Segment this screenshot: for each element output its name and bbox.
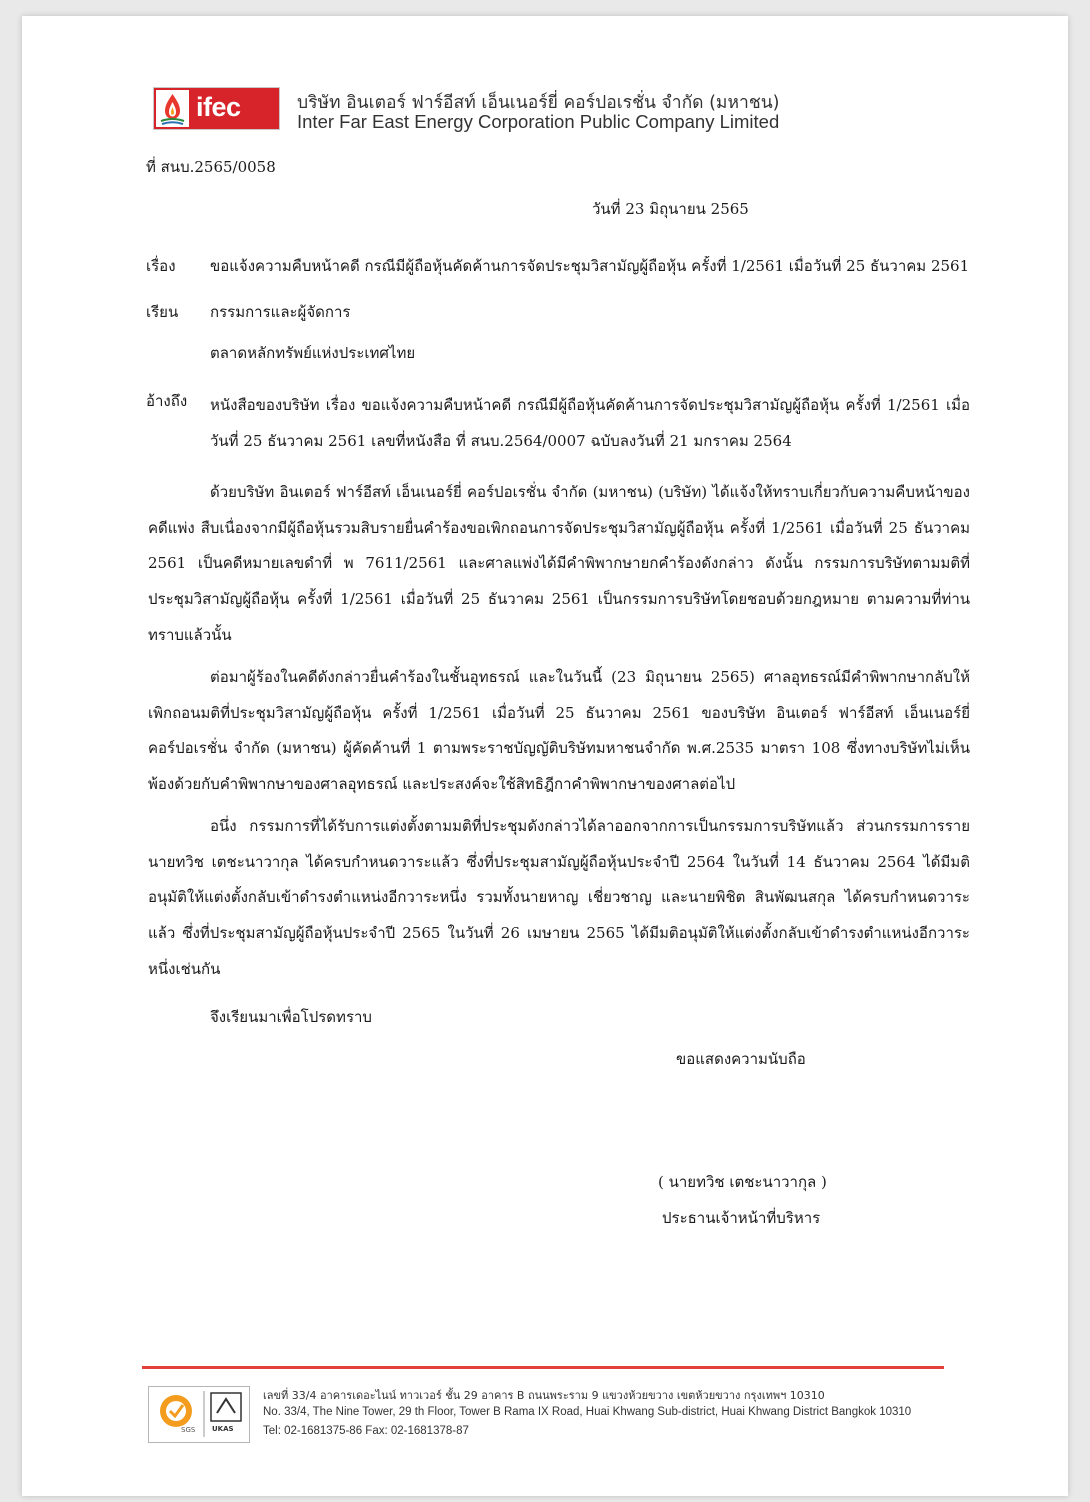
- subject-label: เรื่อง: [146, 257, 176, 275]
- flame-drop-icon: [156, 90, 189, 127]
- footer-contact: Tel: 02-1681375-86 Fax: 02-1681378-87: [263, 1425, 469, 1437]
- reference-text: หนังสือของบริษัท เรื่อง ขอแจ้งความคืบหน้าคดี กรณีมีผู้ถือหุ้นคัดค้านการจัดประชุมวิสามัญผู้ถือหุ้น ครั้งที่ 1/2561 เมื่อวันที่ 25 ธันวาคม 2561 เลขที่หนังสือ ที่ สนบ.2564/0007 ฉบับลงวันที่ 21 มกราคม 2564: [210, 396, 970, 450]
- paragraph-2-text: ต่อมาผู้ร้องในคดีดังกล่าวยื่นคำร้องในชั้นอุทธรณ์ และในวันนี้ (23 มิถุนายน 2565) ศาลอุทธรณ์มีคำพิพากษากลับให้เพิกถอนมติที่ประชุมวิสามัญผู้ถือหุ้น ครั้งที่ 1/2561 เมื่อวันที่ 25 ธันวาคม 2561 ของบริษัท อินเตอร์ ฟาร์อีสท์ เอ็นเนอร์ยี่ คอร์ปอเรชั่น จำกัด (มหาชน) ผู้คัดค้านที่ 1 ตามพระราชบัญญัติบริษัทมหาชนจำกัด พ.ศ.2535 มาตรา 108 ซึ่งทางบริษัทไม่เห็นพ้องด้วยกับคำพิพากษาของศาลอุทธรณ์ และประสงค์จะใช้สิทธิฎีกาคำพิพากษาของศาลต่อไป: [148, 668, 970, 794]
- reference-label: อ้างถึง: [146, 392, 188, 410]
- to-label: เรียน: [146, 303, 179, 321]
- footer-address-th: เลขที่ 33/4 อาคารเดอะไนน์ ทาวเวอร์ ชั้น 29 อาคาร B ถนนพระราม 9 แขวงห้วยขวาง เขตห้วยขวาง กรุงเทพฯ 10310: [263, 1389, 825, 1402]
- closing-line: จึงเรียนมาเพื่อโปรดทราบ: [210, 1008, 372, 1026]
- letter-date: วันที่ 23 มิถุนายน 2565: [592, 200, 749, 218]
- recipient-line-2: ตลาดหลักทรัพย์แห่งประเทศไทย: [210, 344, 416, 362]
- certification-badges: [148, 1386, 250, 1443]
- paragraph-1-text: ด้วยบริษัท อินเตอร์ ฟาร์อีสท์ เอ็นเนอร์ยี่ คอร์ปอเรชั่น จำกัด (มหาชน) (บริษัท) ได้แจ้งให้ทราบเกี่ยวกับความคืบหน้าของคดีแพ่ง สืบเนื่องจากมีผู้ถือหุ้นรวมสิบรายยื่นคำร้องขอเพิกถอนการจัดประชุมวิสามัญผู้ถือหุ้น ครั้งที่ 1/2561 เมื่อวันที่ 25 ธันวาคม 2561 เป็นคดีหมายเลขดำที่ พ 7611/2561 และศาลแพ่งได้มีคำพิพากษายกคำร้องดังกล่าว ดังนั้น กรรมการบริษัทตามมติที่ประชุมวิสามัญผู้ถือหุ้น ครั้งที่ 1/2561 เมื่อวันที่ 25 ธันวาคม 2561 เป็นกรรมการบริษัทโดยชอบด้วยกฎหมาย ตามความที่ท่านทราบแล้วนั้น: [148, 483, 970, 644]
- cert-sgs-label: SGS: [181, 1426, 196, 1434]
- logo-text: ifec: [196, 92, 241, 122]
- cert-ukas-label: UKAS: [212, 1425, 234, 1433]
- footer-divider: [142, 1366, 944, 1369]
- subject-text: ขอแจ้งความคืบหน้าคดี กรณีมีผู้ถือหุ้นคัดค้านการจัดประชุมวิสามัญผู้ถือหุ้น ครั้งที่ 1/2561 เมื่อวันที่ 25 ธันวาคม 2561: [210, 257, 970, 275]
- body-paragraph-1: [148, 475, 970, 654]
- recipient-line-1: กรรมการและผู้จัดการ: [210, 303, 351, 321]
- body-paragraph-3: [148, 809, 970, 988]
- footer-address-en: No. 33/4, The Nine Tower, 29 th Floor, Tower B Rama IX Road, Huai Khwang Sub-district, Huai Khwang District Bangkok 10310: [263, 1406, 912, 1418]
- signer-title: ประธานเจ้าหน้าที่บริหาร: [662, 1209, 821, 1227]
- company-name-th: บริษัท อินเตอร์ ฟาร์อีสท์ เอ็นเนอร์ยี่ คอร์ปอเรชั่น จำกัด (มหาชน): [297, 93, 780, 113]
- regards-line: ขอแสดงความนับถือ: [676, 1050, 806, 1068]
- document-number: ที่ สนบ.2565/0058: [146, 158, 276, 176]
- ifec-logo: [153, 87, 280, 130]
- paragraph-3-text: อนึ่ง กรรมการที่ได้รับการแต่งตั้งตามมติที่ประชุมดังกล่าวได้ลาออกจากการเป็นกรรมการบริษัทแล้ว ส่วนกรรมการรายนายทวิช เตชะนาวากุล ได้ครบกำหนดวาระแล้ว ซึ่งที่ประชุมสามัญผู้ถือหุ้นประจำปี 2564 ในวันที่ 14 ธันวาคม 2564 ได้มีมติอนุมัติให้แต่งตั้งกลับเข้าดำรงตำแหน่งอีกวาระหนึ่ง รวมทั้งนายหาญ เชี่ยวชาญ และนายพิชิต สินพัฒนสกุล ได้ครบกำหนดวาระแล้ว ซึ่งที่ประชุมสามัญผู้ถือหุ้นประจำปี 2565 ในวันที่ 26 เมษายน 2565 ได้มีมติอนุมัติให้แต่งตั้งกลับเข้าดำรงตำแหน่งอีกวาระหนึ่งเช่นกัน: [148, 817, 970, 978]
- company-name-en: Inter Far East Energy Corporation Public Company Limited: [297, 111, 780, 132]
- signer-name: ( นายทวิช เตชะนาวากุล ): [658, 1173, 827, 1191]
- body-paragraph-2: [148, 660, 970, 803]
- sgs-ukas-badge-icon: [149, 1387, 249, 1442]
